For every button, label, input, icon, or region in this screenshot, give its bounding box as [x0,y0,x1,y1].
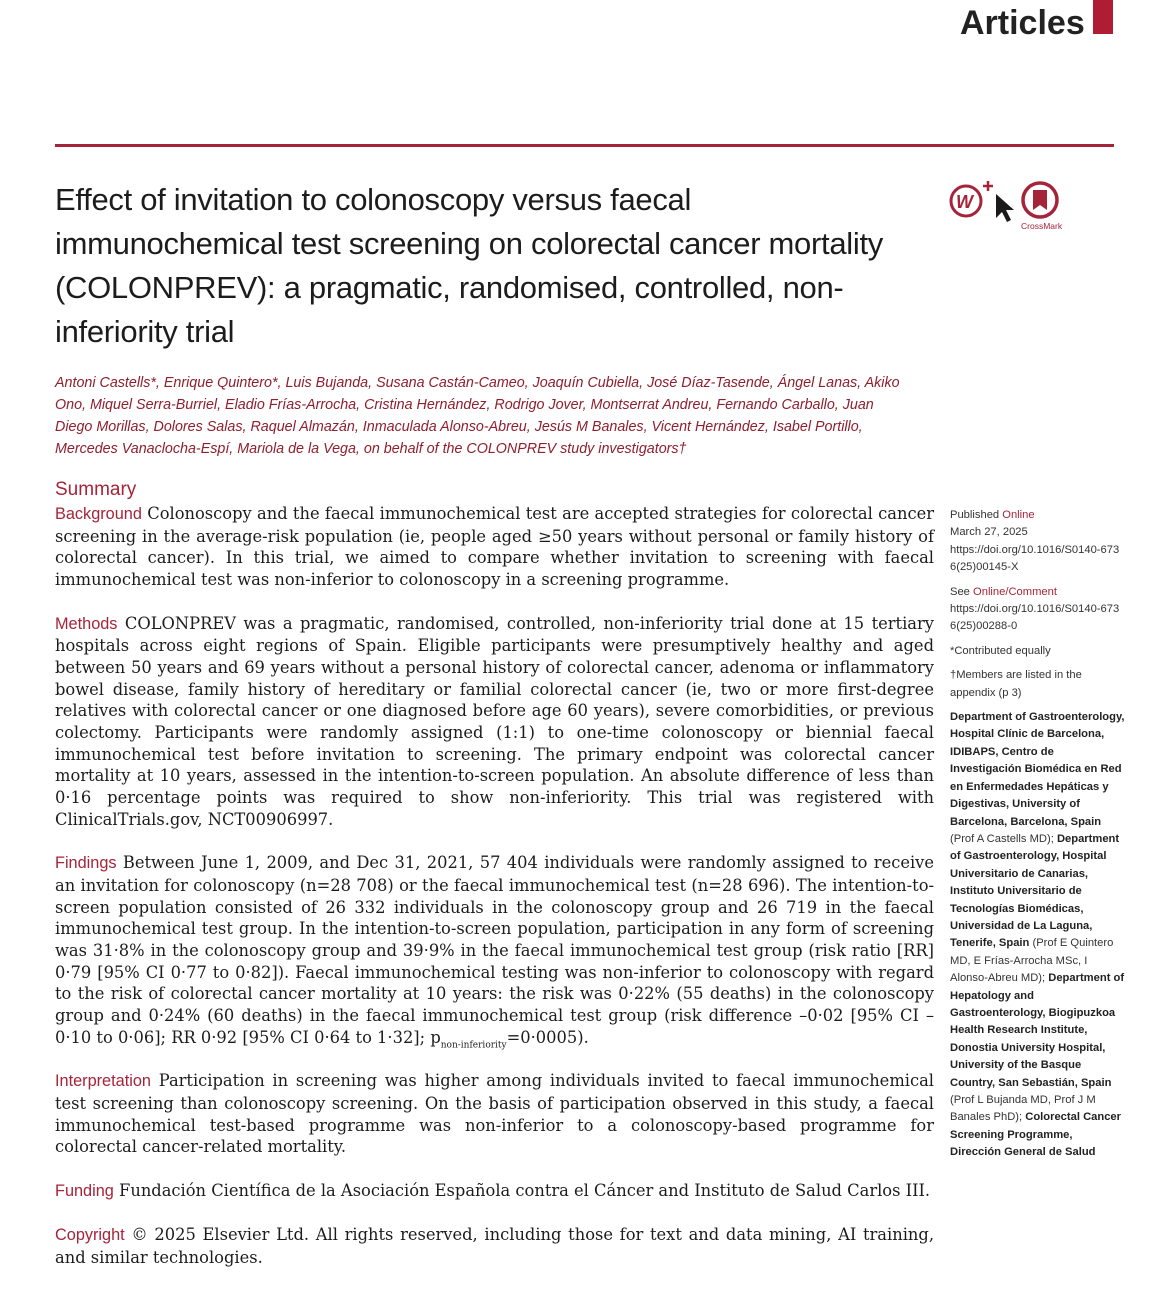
margin-sidebar [950,507,1125,1162]
abstract-findings [55,852,934,1051]
affiliation-people: (Prof A Castells MD); [950,832,1054,845]
abstract-interpretation [55,1070,934,1158]
affiliations [950,709,1125,1162]
findings-text-end: =0·0005). [506,1027,589,1047]
published-date: March 27, 2025 [950,526,1028,539]
abstract-body [55,503,934,1290]
author-list: Antoni Castells*, Enrique Quintero*, Luis Bujanda, Susana Castán-Cameo, Joaquín Cubiella, José Díaz-Tasende, Ángel Lanas, Akiko Ono, Miquel Serra-Burriel, Eladio Frías-Arrocha, Cristina Hernández, Rodrigo Jover, Montserrat Andreu, Fernando Carballo, Juan Diego Morillas, Dolores Salas, Raquel Almazán, Inmaculada Alonso-Abreu, Jesús M Banales, Vicent Hernández, Isabel Portillo, Mercedes Vanaclocha-Espí, Mariola de la Vega, on behalf of the COLONPREV study investigators† [55,375,900,457]
affiliation-institution: Department of Hepatology and Gastroenterology, Biogipuzkoa Health Research Institute, Donostia University Hospital, University of the Basque Country, San Sebastián, Spain [950,972,1125,1089]
comment-doi-link[interactable]: https://doi.org/10.1016/S0140-6736(25)00288-0 [950,603,1120,633]
abstract-background [55,503,934,591]
interpretation-text: Participation in screening was higher among individuals invited to faecal immunochemical test screening than colonoscopy screening. On the basis of participation observed in this study, a faecal immunochemical test-based programme was non-inferior to a colonoscopy-based programme for colorectal cancer-related mortality. [55,1071,934,1157]
p-value-subscript: non-inferiority [440,1040,507,1051]
interpretation-label: Interpretation [55,1072,151,1091]
crossmark-icon[interactable] [1018,178,1068,234]
findings-label: Findings [55,854,117,873]
members-listed-note: †Members are listed in the appendix (p 3) [950,669,1082,699]
online-comment-link[interactable]: Online/Comment [973,585,1057,598]
see-comment [950,584,1125,636]
affiliation-institution: Department of Gastroenterology, Hospital Universitario de Canarias, Instituto Universitario de Tecnologías Biomédicas, Universidad de La Laguna, Tenerife, Spain [950,832,1120,950]
contributed-equally-note: *Contributed equally [950,644,1051,657]
crossmark-label: CrossMark [1021,221,1063,231]
doi-link[interactable]: https://doi.org/10.1016/S0140-6736(25)00145-X [950,543,1120,574]
copyright-label: Copyright [55,1226,125,1245]
web-extra-icon[interactable] [948,178,1016,224]
header-divider [55,144,1114,147]
see-prefix: See [950,585,970,598]
funding-text: Fundación Científica de la Asociación Española contra el Cáncer and Instituto de Salud Carlos III. [119,1180,931,1200]
background-text: Colonoscopy and the faecal immunochemical test are accepted strategies for colorectal cancer screening in the average-risk population (ie, people aged ≥50 years without personal or family history of colorectal cancer). In this trial, we aimed to compare whether invitation to screening with faecal immunochemical test was non-inferior to colonoscopy in a screening programme. [55,504,934,590]
svg-text:W: W [956,192,973,212]
affiliation-institution: Colorectal Cancer Screening Programme, Dirección General de Salud [950,1111,1121,1159]
background-label: Background [55,505,142,523]
abstract-funding [55,1180,934,1203]
affiliation-people: (Prof E Quintero MD, E Frías-Arrocha MSc, I Alonso-Abreu MD); [950,937,1114,985]
article-title: Effect of invitation to colonoscopy versus faecal immunochemical test screening on colorectal cancer mortality (COLONPREV): a pragmatic, randomised, controlled, non-inferiority trial [55,182,883,349]
abstract-methods [55,613,934,831]
methods-label: Methods [55,614,118,633]
findings-text: Between June 1, 2009, and Dec 31, 2021, 57 404 individuals were randomly assigned to receive an invitation for colonoscopy (n=28 708) or the faecal immunochemical test (n=28 696). The intention-to-screen population consisted of 26 332 individuals in the colonoscopy group and 26 719 in the faecal immunochemical test group. In the intention-to-screen population, participation in any form of screening was 31·8% in the colonoscopy group and 39·9% in the faecal immunochemical test group (risk ratio [RR] 0·79 [95% CI 0·77 to 0·82]). Faecal immunochemical testing was non-inferior to colonoscopy with regard to the risk of colorectal cancer mortality at 10 years: the risk was 0·22% (55 deaths) in the colonoscopy group and 0·24% (60 deaths) in the faecal immunochemical test group (risk difference –0·02 [95% CI –0·10 to 0·06]; RR 0·92 [95% CI 0·64 to 1·32]; p [55,853,934,1047]
journal-section-label: Articles [960,4,1085,42]
article-badges [948,178,1068,234]
summary-heading: Summary [55,479,137,500]
affiliation-institution: Department of Gastroenterology, Hospital Clínic de Barcelona, IDIBAPS, Centro de Investigación Biomédica en Red en Enfermedades Hepáticas y Digestivas, University of Barcelona, Barcelona, Spain [950,711,1125,828]
copyright-text: © 2025 Elsevier Ltd. All rights reserved, including those for text and data mining, AI training, and similar technologies. [55,1225,934,1267]
abstract-copyright [55,1224,934,1268]
affiliation-people: (Prof L Bujanda MD, Prof J M Banales PhD); [950,1094,1096,1124]
published-info [950,507,1125,577]
section-color-tab [1093,0,1113,34]
methods-text: COLONPREV was a pragmatic, randomised, controlled, non-inferiority trial done at 15 tertiary hospitals across eight regions of Spain. Eligible participants were presumptively healthy and aged between 50 years and 69 years without a personal history of colorectal cancer, adenoma or inflammatory bowel disease, family history of hereditary or familial colorectal cancer (ie, two or more first-degree relatives with colorectal cancer or one diagnosed before age 60 years), severe comorbidities, or previous colectomy. Participants were randomly assigned (1:1) to one-time colonoscopy or biennial faecal immunochemical test before invitation to screening. The primary endpoint was colorectal cancer mortality at 10 years, assessed in the intention-to-screen population. An absolute difference of less than 0·16 percentage points was required to show non-inferiority. This trial was registered with ClinicalTrials.gov, NCT00906997. [55,613,934,829]
published-online-link[interactable]: Online [1002,509,1035,521]
published-prefix: Published [950,509,1000,521]
funding-label: Funding [55,1181,114,1200]
